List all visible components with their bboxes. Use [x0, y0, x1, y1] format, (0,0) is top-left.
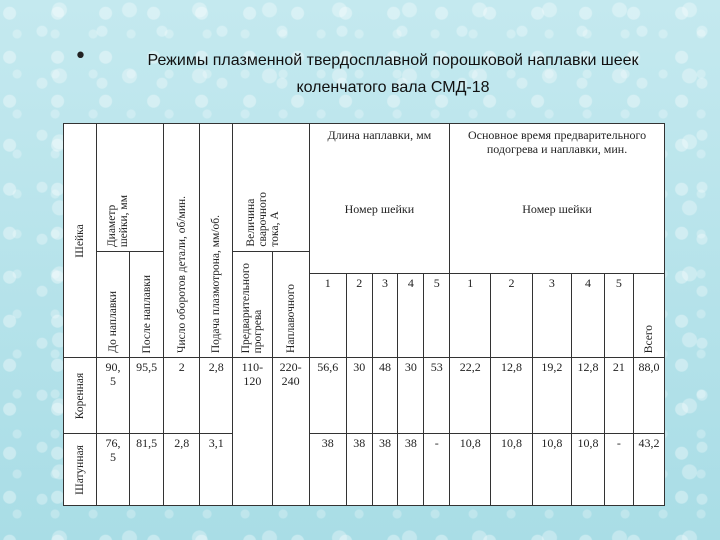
- cell-length-4: 30: [398, 358, 424, 434]
- length-col-5: 5: [424, 274, 450, 358]
- surfacing-modes-table: [63, 123, 665, 506]
- header-after: [130, 252, 164, 358]
- header-current: [233, 124, 309, 252]
- header-before: [97, 252, 130, 358]
- length-col-1: 1: [309, 274, 346, 358]
- cell-total: 88,0: [633, 358, 664, 434]
- title-line-1: Режимы плазменной твердосплавной порошковой наплавки шеек: [147, 52, 639, 69]
- header-revolutions-label: Число оборотов детали, об/мин.: [175, 196, 188, 353]
- cell-time-3: 19,2: [532, 358, 571, 434]
- cell-length-5: -: [424, 434, 450, 506]
- header-surfacing-label: Наплавочного: [284, 284, 297, 353]
- cell-after: 95,5: [130, 358, 164, 434]
- title-line-2: коленчатого вала СМД-18: [296, 79, 490, 96]
- header-feed: [200, 124, 233, 358]
- cell-preheat: 110- 120: [233, 358, 272, 506]
- time-col-2: 2: [491, 274, 532, 358]
- slide-title-block: [60, 42, 680, 101]
- cell-feed: 3,1: [200, 434, 233, 506]
- header-time: [450, 124, 665, 274]
- header-time-journal-no: Номер шейки: [522, 202, 592, 216]
- cell-total: 43,2: [633, 434, 664, 506]
- cell-time-1: 10,8: [450, 434, 491, 506]
- header-length: [309, 124, 449, 274]
- scanned-table-image: [63, 123, 665, 505]
- cell-after: 81,5: [130, 434, 164, 506]
- header-length-journal-no: Номер шейки: [344, 202, 415, 216]
- header-journal: [64, 124, 97, 358]
- time-col-4: 4: [571, 274, 604, 358]
- header-after-label: После наплавки: [140, 274, 153, 353]
- cell-time-4: 10,8: [571, 434, 604, 506]
- cell-time-5: -: [604, 434, 633, 506]
- bullet-icon: •: [74, 44, 87, 69]
- cell-length-3: 48: [372, 358, 398, 434]
- header-feed-label: Подача плазмотрона, мм/об.: [210, 214, 223, 353]
- cell-length-1: 38: [309, 434, 346, 506]
- header-preheat: [233, 252, 272, 358]
- time-col-3: 3: [532, 274, 571, 358]
- cell-before: 90, 5: [97, 358, 130, 434]
- time-col-1: 1: [450, 274, 491, 358]
- header-time-label: Основное время предварительного подогрева и наплавки, мин.: [468, 128, 647, 156]
- time-col-5: 5: [604, 274, 633, 358]
- header-total-label: Всего: [642, 324, 655, 353]
- length-col-3: 3: [372, 274, 398, 358]
- header-length-label: Длина наплавки, мм: [327, 128, 432, 142]
- cell-length-1: 56,6: [309, 358, 346, 434]
- length-col-4: 4: [398, 274, 424, 358]
- cell-length-4: 38: [398, 434, 424, 506]
- header-preheat-label: Предварительного прогрева: [240, 262, 265, 353]
- cell-surfacing: 220- 240: [272, 358, 309, 506]
- header-surfacing: [272, 252, 309, 358]
- time-col-total: [633, 274, 664, 358]
- row-name: Шатунная: [64, 434, 97, 506]
- cell-time-2: 12,8: [491, 358, 532, 434]
- cell-revolutions: 2,8: [164, 434, 200, 506]
- header-diameter-label: Диаметр шейки, мм: [106, 194, 131, 247]
- cell-time-3: 10,8: [532, 434, 571, 506]
- header-diameter: [97, 124, 164, 252]
- slide-title: [106, 42, 680, 101]
- cell-length-3: 38: [372, 434, 398, 506]
- header-before-label: До наплавки: [107, 291, 120, 353]
- cell-length-2: 30: [346, 358, 372, 434]
- header-revolutions: [164, 124, 200, 358]
- cell-time-1: 22,2: [450, 358, 491, 434]
- table-row: [64, 434, 665, 506]
- cell-length-2: 38: [346, 434, 372, 506]
- cell-time-5: 21: [604, 358, 633, 434]
- cell-time-2: 10,8: [491, 434, 532, 506]
- cell-time-4: 12,8: [571, 358, 604, 434]
- cell-length-5: 53: [424, 358, 450, 434]
- length-col-2: 2: [346, 274, 372, 358]
- header-current-label: Величина сварочного тока, А: [245, 192, 282, 247]
- row-name: Коренная: [64, 358, 97, 434]
- cell-feed: 2,8: [200, 358, 233, 434]
- cell-before: 76, 5: [97, 434, 130, 506]
- cell-revolutions: 2: [164, 358, 200, 434]
- header-journal-label: Шейка: [74, 223, 87, 258]
- table-row: [64, 358, 665, 434]
